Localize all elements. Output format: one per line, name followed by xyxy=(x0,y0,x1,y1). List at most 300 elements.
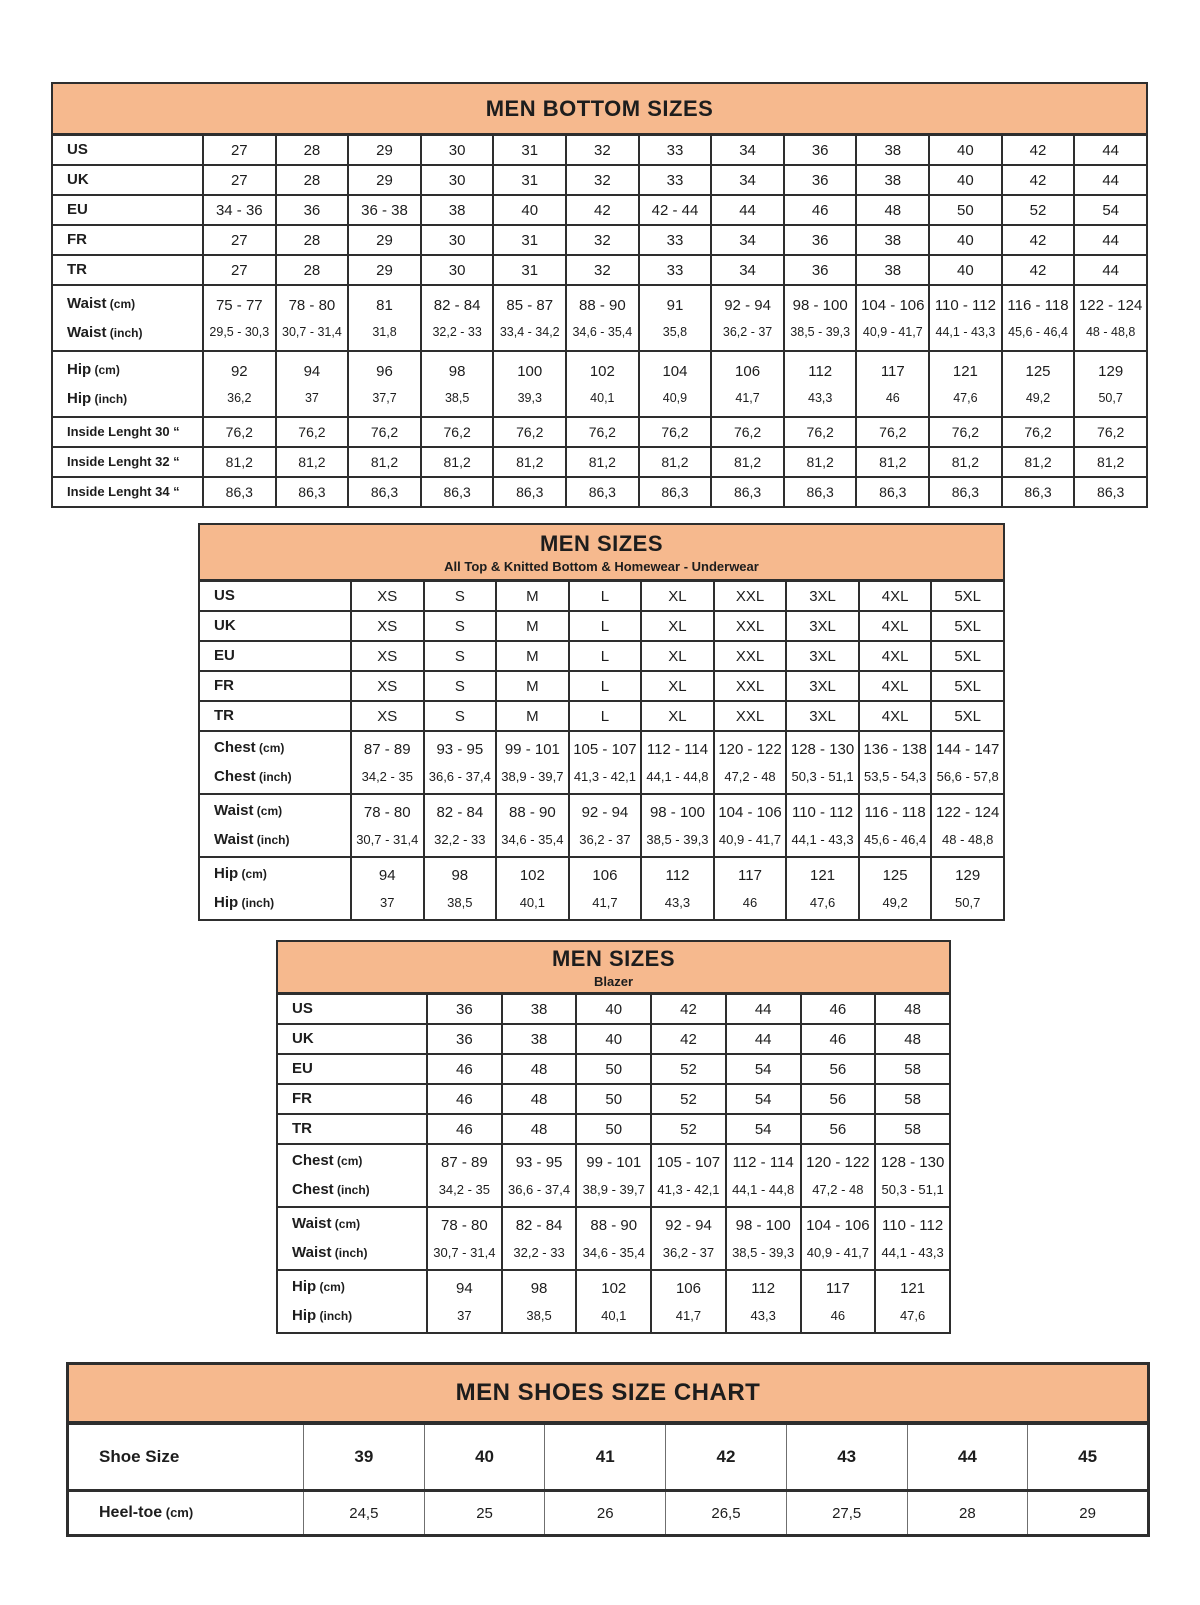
value-cm: 82 - 84 xyxy=(515,1217,563,1234)
value-cm: 106 xyxy=(592,867,618,884)
value-cell: 42 xyxy=(1002,225,1075,255)
row-label: TR xyxy=(292,1120,312,1137)
row-waist xyxy=(52,285,1147,351)
row-label-line xyxy=(214,802,350,820)
value-cell: 76,2 xyxy=(348,417,421,447)
value-cell: XL xyxy=(641,641,714,671)
row-label: Hip xyxy=(214,865,239,882)
value-cell: 86,3 xyxy=(203,477,276,507)
value-inch: 36,6 - 37,4 xyxy=(507,1182,571,1197)
value-inch: 38,5 - 39,3 xyxy=(790,325,851,339)
value-cm: 112 - 114 xyxy=(646,741,709,758)
value-cell: 44 xyxy=(907,1423,1028,1491)
value-cm: 121 xyxy=(952,363,978,380)
value-cell: 44 xyxy=(726,1024,801,1054)
row-label-cell xyxy=(68,1423,304,1491)
value-inch: 40,9 xyxy=(662,391,688,405)
row-eu xyxy=(277,1054,950,1084)
value-cell: 50 xyxy=(929,195,1002,225)
value-cell: 4XL xyxy=(859,641,932,671)
value-inch: 56,6 - 57,8 xyxy=(936,769,999,784)
value-cell: 36 xyxy=(784,225,857,255)
value-cell: 86,3 xyxy=(348,477,421,507)
value-cell: 44 xyxy=(1074,255,1147,285)
value-cell: S xyxy=(424,581,497,612)
value-cell: 31 xyxy=(493,255,566,285)
value-inch: 34,6 - 35,4 xyxy=(572,325,633,339)
value-cm: 136 - 138 xyxy=(863,741,927,758)
row-label-line xyxy=(67,361,202,379)
value-cell: L xyxy=(569,671,642,701)
value-cm: 112 - 114 xyxy=(732,1154,794,1171)
value-cell: 48 xyxy=(502,1054,577,1084)
value-cell xyxy=(726,1144,801,1207)
row-hip xyxy=(277,1270,950,1333)
value-cell: 44 xyxy=(1074,135,1147,166)
value-inch: 41,3 - 42,1 xyxy=(573,769,636,784)
value-cell xyxy=(502,1144,577,1207)
value-cell: 81,2 xyxy=(348,447,421,477)
value-inch: 31,8 xyxy=(372,325,397,339)
value-cm: 104 xyxy=(662,363,688,380)
value-inch: 44,1 - 44,8 xyxy=(646,769,709,784)
value-cell xyxy=(566,285,639,351)
value-inch: 45,6 - 46,4 xyxy=(864,832,927,847)
row-label: US xyxy=(292,1000,313,1017)
row-label-cell xyxy=(199,611,351,641)
value-cell xyxy=(875,1144,950,1207)
value-cell: 50 xyxy=(576,1114,651,1144)
value-cell: 44 xyxy=(711,195,784,225)
value-cell: 30 xyxy=(421,165,494,195)
value-cm: 98 xyxy=(448,363,466,380)
row-hip xyxy=(199,857,1004,920)
table-title: MEN BOTTOM SIZES xyxy=(485,95,714,121)
row-label: UK xyxy=(67,171,89,188)
value-cell: 38 xyxy=(856,225,929,255)
row-label: EU xyxy=(292,1060,313,1077)
value-cell xyxy=(786,857,859,920)
value-cell: 5XL xyxy=(931,641,1004,671)
value-cell: 86,3 xyxy=(421,477,494,507)
value-cell: XS xyxy=(351,641,424,671)
value-cell xyxy=(801,1207,876,1270)
row-label: Inside Lenght 30 “ xyxy=(67,424,180,439)
row-label-cell xyxy=(52,447,203,477)
row-label-unit: (cm) xyxy=(106,296,136,311)
value-cell: 86,3 xyxy=(1074,477,1147,507)
value-cm: 93 - 95 xyxy=(515,1154,563,1171)
value-cm: 104 - 106 xyxy=(806,1217,870,1234)
value-cell: 5XL xyxy=(931,701,1004,731)
value-cell: 43 xyxy=(786,1423,907,1491)
value-cell: 76,2 xyxy=(421,417,494,447)
row-label-unit: (cm) xyxy=(238,867,267,881)
value-cell: 4XL xyxy=(859,671,932,701)
row-label-unit: (cm) xyxy=(333,1154,363,1168)
row-label: Hip xyxy=(67,389,92,407)
value-cell: 33 xyxy=(639,255,712,285)
row-label-unit: (cm) xyxy=(331,1217,361,1231)
value-cm: 92 - 94 xyxy=(581,804,629,821)
value-cell: XL xyxy=(641,581,714,612)
value-cell: 48 xyxy=(502,1114,577,1144)
value-inch: 39,3 xyxy=(517,391,542,405)
men-sizes-blazer-table xyxy=(276,940,951,1334)
row-label: Hip xyxy=(67,360,92,378)
value-inch: 46 xyxy=(830,1308,846,1323)
value-cell: 27 xyxy=(203,135,276,166)
value-cell xyxy=(931,794,1004,857)
value-cell: 33 xyxy=(639,225,712,255)
row-chest xyxy=(277,1144,950,1207)
value-cell xyxy=(1074,351,1147,417)
value-cell: 33 xyxy=(639,165,712,195)
value-inch: 38,9 - 39,7 xyxy=(501,769,564,784)
value-cell xyxy=(641,857,714,920)
value-cell: 41 xyxy=(545,1423,666,1491)
value-cm: 104 - 106 xyxy=(718,804,782,821)
value-inch: 37 xyxy=(457,1308,472,1323)
value-cell: 81,2 xyxy=(711,447,784,477)
row-label-line xyxy=(214,739,350,757)
value-cell xyxy=(639,285,712,351)
row-label-line xyxy=(292,1307,426,1325)
value-cell: 42 xyxy=(1002,165,1075,195)
row-hip xyxy=(52,351,1147,417)
value-cell xyxy=(714,731,787,794)
row-fr xyxy=(277,1084,950,1114)
value-cell: XXL xyxy=(714,611,787,641)
value-cell xyxy=(711,285,784,351)
value-cm: 78 - 80 xyxy=(363,804,411,821)
value-inch: 30,7 - 31,4 xyxy=(356,832,419,847)
row-label-unit: (inch) xyxy=(253,833,290,847)
value-cell xyxy=(929,351,1002,417)
row-uk xyxy=(277,1024,950,1054)
men-bottom-sizes-grid xyxy=(51,82,1148,508)
value-cell xyxy=(421,351,494,417)
row-label: FR xyxy=(67,231,87,248)
row-label-unit: (cm) xyxy=(91,362,120,377)
value-inch: 50,7 xyxy=(955,895,981,910)
value-cell: 36 xyxy=(784,255,857,285)
value-cell xyxy=(276,351,349,417)
value-cm: 128 - 130 xyxy=(880,1154,945,1171)
value-cm: 128 - 130 xyxy=(790,741,855,758)
value-cell: 46 xyxy=(784,195,857,225)
men-shoes-size-chart-table xyxy=(66,1362,1150,1537)
value-cell: 32 xyxy=(566,255,639,285)
value-cell xyxy=(348,285,421,351)
value-cell: 76,2 xyxy=(784,417,857,447)
value-cm: 78 - 80 xyxy=(441,1217,488,1234)
value-cm: 122 - 124 xyxy=(1078,297,1143,314)
value-cm: 110 - 112 xyxy=(791,804,854,821)
row-label: Waist xyxy=(214,831,254,848)
value-cell: 42 - 44 xyxy=(639,195,712,225)
value-cell: 81,2 xyxy=(1074,447,1147,477)
value-cell: 29 xyxy=(1028,1491,1149,1536)
row-us xyxy=(277,994,950,1025)
value-cm: 117 xyxy=(825,1280,850,1297)
value-cell xyxy=(493,351,566,417)
value-cell xyxy=(203,351,276,417)
value-inch: 37 xyxy=(304,391,319,405)
value-inch: 40,1 xyxy=(601,1308,627,1323)
row-uk xyxy=(52,165,1147,195)
row-waist xyxy=(277,1207,950,1270)
value-cell: 3XL xyxy=(786,671,859,701)
value-cell: 81,2 xyxy=(1002,447,1075,477)
value-inch: 45,6 - 46,4 xyxy=(1008,325,1068,339)
value-cm: 99 - 101 xyxy=(504,741,560,758)
value-inch: 40,9 - 41,7 xyxy=(862,325,923,339)
value-cell xyxy=(351,794,424,857)
row-label: Hip xyxy=(292,1307,317,1324)
row-label: Waist xyxy=(67,294,107,312)
value-cm: 110 - 112 xyxy=(882,1217,944,1234)
value-cell xyxy=(651,1144,726,1207)
value-cell: 86,3 xyxy=(639,477,712,507)
value-cell xyxy=(856,351,929,417)
value-cell: 50 xyxy=(576,1084,651,1114)
value-inch: 46 xyxy=(885,391,900,405)
value-cell: 36 xyxy=(784,135,857,166)
value-cell: 44 xyxy=(1074,165,1147,195)
value-cell xyxy=(801,1144,876,1207)
value-cell: 76,2 xyxy=(1074,417,1147,447)
value-cell xyxy=(859,731,932,794)
row-fr xyxy=(52,225,1147,255)
value-cm: 102 xyxy=(589,363,615,380)
value-cell: L xyxy=(569,701,642,731)
row-label-cell xyxy=(52,477,203,507)
value-inch: 41,7 xyxy=(675,1308,702,1323)
value-cell: M xyxy=(496,581,569,612)
value-cell: 46 xyxy=(427,1054,502,1084)
row-fr xyxy=(199,671,1004,701)
row-label: Shoe Size xyxy=(99,1447,180,1466)
value-cell: 27,5 xyxy=(786,1491,907,1536)
row-label-cell xyxy=(277,1084,427,1114)
value-cm: 91 xyxy=(666,297,684,314)
value-inch: 44,1 - 43,3 xyxy=(935,325,996,339)
row-label-line xyxy=(292,1152,426,1170)
value-cell xyxy=(496,794,569,857)
value-cell xyxy=(875,1270,950,1333)
value-cell: 24,5 xyxy=(304,1491,425,1536)
row-tr xyxy=(199,701,1004,731)
value-cm: 102 xyxy=(601,1280,627,1297)
value-cm: 98 xyxy=(530,1280,548,1297)
value-cell: 86,3 xyxy=(566,477,639,507)
value-inch: 36,2 - 37 xyxy=(662,1245,715,1260)
value-cm: 106 xyxy=(735,363,761,380)
row-label-cell xyxy=(68,1491,304,1536)
table-header xyxy=(68,1364,1149,1424)
value-cell: 27 xyxy=(203,165,276,195)
value-cell: 48 xyxy=(875,994,950,1025)
value-inch: 49,2 xyxy=(882,895,908,910)
row-label: Chest xyxy=(292,1152,334,1169)
value-cell: 36 xyxy=(427,994,502,1025)
value-cell: 36 - 38 xyxy=(348,195,421,225)
row-label: Chest xyxy=(214,768,256,785)
row-label-cell xyxy=(52,417,203,447)
value-cell: S xyxy=(424,671,497,701)
value-inch: 50,3 - 51,1 xyxy=(881,1182,944,1197)
value-cell: 36 xyxy=(784,165,857,195)
row-label-unit: (cm) xyxy=(255,741,285,755)
row-label-cell xyxy=(199,701,351,731)
value-inch: 47,2 - 48 xyxy=(812,1182,864,1197)
value-cell xyxy=(427,1270,502,1333)
row-label-cell xyxy=(199,857,351,920)
value-cell: XS xyxy=(351,581,424,612)
value-cell: 34 - 36 xyxy=(203,195,276,225)
value-inch: 40,1 xyxy=(519,895,546,910)
row-inside-length-30 xyxy=(52,417,1147,447)
row-label-cell xyxy=(277,1270,427,1333)
value-cm: 112 xyxy=(751,1280,776,1297)
row-label-unit: (inch) xyxy=(316,1309,353,1323)
value-cell xyxy=(1002,285,1075,351)
value-cell: 38 xyxy=(502,1024,577,1054)
value-cell: 29 xyxy=(348,255,421,285)
value-cell: S xyxy=(424,701,497,731)
value-cell: 86,3 xyxy=(711,477,784,507)
row-label-cell xyxy=(199,671,351,701)
value-cell: 4XL xyxy=(859,611,932,641)
value-cm: 129 xyxy=(955,867,981,884)
row-label: Hip xyxy=(292,1278,317,1295)
value-inch: 37 xyxy=(380,895,395,910)
value-cell: XXL xyxy=(714,581,787,612)
value-cell: 42 xyxy=(651,1024,726,1054)
value-cell: XXL xyxy=(714,671,787,701)
value-cell: 54 xyxy=(1074,195,1147,225)
value-cm: 117 xyxy=(880,363,905,380)
value-cell: 58 xyxy=(875,1114,950,1144)
value-cell: 54 xyxy=(726,1084,801,1114)
value-inch: 34,2 - 35 xyxy=(361,769,413,784)
value-inch: 30,7 - 31,4 xyxy=(282,325,342,339)
value-cell: XS xyxy=(351,671,424,701)
value-inch: 53,5 - 54,3 xyxy=(864,769,927,784)
value-inch: 46 xyxy=(742,895,758,910)
value-cm: 98 - 100 xyxy=(649,804,705,821)
row-label-cell xyxy=(52,225,203,255)
table-title: MEN SHOES SIZE CHART xyxy=(455,1379,761,1406)
value-cell: 28 xyxy=(276,135,349,166)
row-label-cell xyxy=(52,351,203,417)
row-label: Heel-toe xyxy=(99,1504,163,1521)
row-label-unit: (inch) xyxy=(238,896,275,910)
value-cm: 75 - 77 xyxy=(215,297,263,314)
value-cell: 38 xyxy=(502,994,577,1025)
value-cell: 46 xyxy=(801,994,876,1025)
value-cm: 98 - 100 xyxy=(735,1217,791,1234)
value-cell: 28 xyxy=(907,1491,1028,1536)
value-cell: 3XL xyxy=(786,641,859,671)
value-inch: 38,5 xyxy=(444,391,470,405)
value-cell xyxy=(421,285,494,351)
value-cell xyxy=(929,285,1002,351)
value-cell: 30 xyxy=(421,225,494,255)
value-cell: XS xyxy=(351,611,424,641)
value-cell: L xyxy=(569,611,642,641)
value-cell xyxy=(1002,351,1075,417)
value-cell: 4XL xyxy=(859,581,932,612)
value-cell: 40 xyxy=(929,165,1002,195)
value-cell: 36 xyxy=(276,195,349,225)
value-cell xyxy=(801,1270,876,1333)
row-label: Waist xyxy=(67,323,107,341)
row-eu xyxy=(199,641,1004,671)
value-cell: M xyxy=(496,701,569,731)
value-cell: 5XL xyxy=(931,581,1004,612)
men-bottom-sizes-table xyxy=(51,82,1148,508)
value-cell: 86,3 xyxy=(276,477,349,507)
value-inch: 36,2 xyxy=(227,391,252,405)
value-cm: 105 - 107 xyxy=(573,741,637,758)
value-cell: 76,2 xyxy=(203,417,276,447)
value-cm: 78 - 80 xyxy=(288,297,336,314)
row-label-line xyxy=(67,390,202,408)
value-inch: 34,2 - 35 xyxy=(438,1182,491,1197)
row-label: Inside Lenght 34 “ xyxy=(67,484,180,499)
row-eu xyxy=(52,195,1147,225)
value-cell: 44 xyxy=(726,994,801,1025)
value-cell: 86,3 xyxy=(929,477,1002,507)
value-cell: 32 xyxy=(566,135,639,166)
value-cell: 40 xyxy=(493,195,566,225)
value-inch: 29,5 - 30,3 xyxy=(209,325,270,339)
table-subtitle: Blazer xyxy=(593,973,634,989)
row-label: US xyxy=(67,141,88,158)
row-label-line xyxy=(67,295,202,313)
value-cell: 38 xyxy=(421,195,494,225)
value-cell: 56 xyxy=(801,1084,876,1114)
value-cell: 38 xyxy=(856,135,929,166)
value-cell xyxy=(711,351,784,417)
row-label-cell xyxy=(199,641,351,671)
value-cell: 27 xyxy=(203,225,276,255)
value-cell: XXL xyxy=(714,641,787,671)
value-cell: 52 xyxy=(651,1084,726,1114)
value-cm: 96 xyxy=(376,363,393,380)
value-cell: 28 xyxy=(276,165,349,195)
value-inch: 41,3 - 42,1 xyxy=(657,1182,720,1197)
value-cell: 36 xyxy=(427,1024,502,1054)
row-label: TR xyxy=(67,261,87,278)
value-cm: 129 xyxy=(1098,363,1124,380)
value-cell: 40 xyxy=(929,225,1002,255)
value-inch: 43,3 xyxy=(808,391,833,405)
value-inch: 38,5 - 39,3 xyxy=(732,1245,795,1260)
value-cell: 52 xyxy=(651,1054,726,1084)
value-cell: 30 xyxy=(421,135,494,166)
row-tr xyxy=(52,255,1147,285)
value-cell xyxy=(786,794,859,857)
value-cell: 34 xyxy=(711,135,784,166)
value-cm: 82 - 84 xyxy=(436,804,484,821)
row-label-unit: (inch) xyxy=(331,1246,368,1260)
value-cell xyxy=(576,1270,651,1333)
value-cm: 104 - 106 xyxy=(861,297,925,314)
value-cell: 48 xyxy=(502,1084,577,1114)
